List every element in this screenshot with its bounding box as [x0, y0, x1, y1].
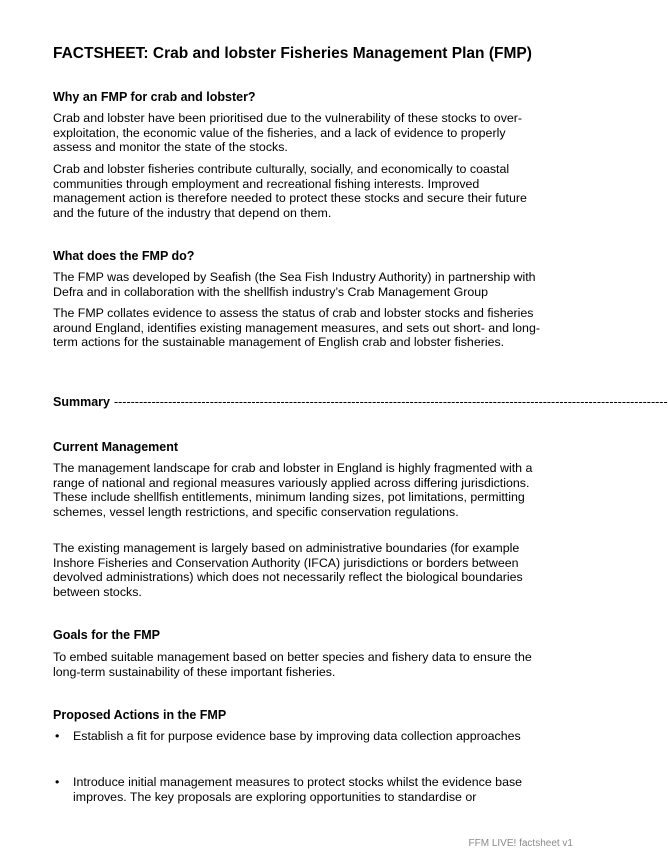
heading-proposed-actions: Proposed Actions in the FMP — [53, 708, 227, 722]
paragraph-why-fmp-1: Crab and lobster have been prioritised due to the vulnerability of these stocks to over-exploitation, the economic value of the fisheries, and a lack of evidence to properly assess and monitor the state of the stocks. — [53, 111, 523, 155]
summary-label: Summary — [53, 395, 110, 409]
bullet-icon: • — [55, 775, 60, 789]
paragraph-what-fmp-does-2: The FMP collates evidence to assess the status of crab and lobster stocks and fisheries around England, identifies existing management measures, and sets out short- and long-term actions for the sustainable management of English crab and lobster fisheries. — [53, 306, 540, 350]
heading-current-management: Current Management — [53, 440, 179, 454]
paragraph-current-management-2: The existing management is largely based on administrative boundaries (for example Inshore Fisheries and Conservation Authority (IFCA) jurisdictions or borders between devolved administrations) which does not necessarily reflect the biological boundaries between stocks. — [53, 541, 523, 599]
bullet-icon: • — [55, 729, 60, 743]
heading-goals: Goals for the FMP — [53, 628, 160, 642]
summary-dashes: ------------------------------------------------------------------------------------------------------------------------------------- — [113, 395, 668, 409]
heading-why-fmp: Why an FMP for crab and lobster? — [53, 90, 256, 104]
bullet-text: Introduce initial management measures to protect stocks whilst the evidence base improves. The key proposals are exploring opportunities to standardise or — [73, 775, 523, 804]
heading-what-fmp-does: What does the FMP do? — [53, 249, 195, 263]
paragraph-what-fmp-does-1: The FMP was developed by Seafish (the Sea Fish Industry Authority) in partnership with Defra and in collaboration with the shellfish industry’s Crab Management Group — [53, 270, 536, 299]
list-item — [53, 775, 523, 804]
summary-divider — [53, 395, 668, 409]
footer-version-label: FFM LIVE! factsheet v1 — [468, 838, 573, 849]
paragraph-goals: To embed suitable management based on better species and fishery data to ensure the long-term sustainability of these important fisheries. — [53, 650, 532, 679]
page-title: FACTSHEET: Crab and lobster Fisheries Management Plan (FMP) — [53, 45, 532, 62]
list-item — [53, 729, 523, 744]
paragraph-current-management-1: The management landscape for crab and lobster in England is highly fragmented with a range of national and regional measures variously applied across differing jurisdictions. These include shellfish entitlements, minimum landing sizes, pot limitations, permitting schemes, vessel length restrictions, and specific conservation regulations. — [53, 461, 533, 519]
bullet-text: Establish a fit for purpose evidence base by improving data collection approaches — [73, 729, 521, 743]
paragraph-why-fmp-2: Crab and lobster fisheries contribute culturally, socially, and economically to coastal communities through employment and recreational fishing interests. Improved management action is therefore needed to protect these stocks and secure their future and the future of the industry that depend on them. — [53, 162, 527, 220]
